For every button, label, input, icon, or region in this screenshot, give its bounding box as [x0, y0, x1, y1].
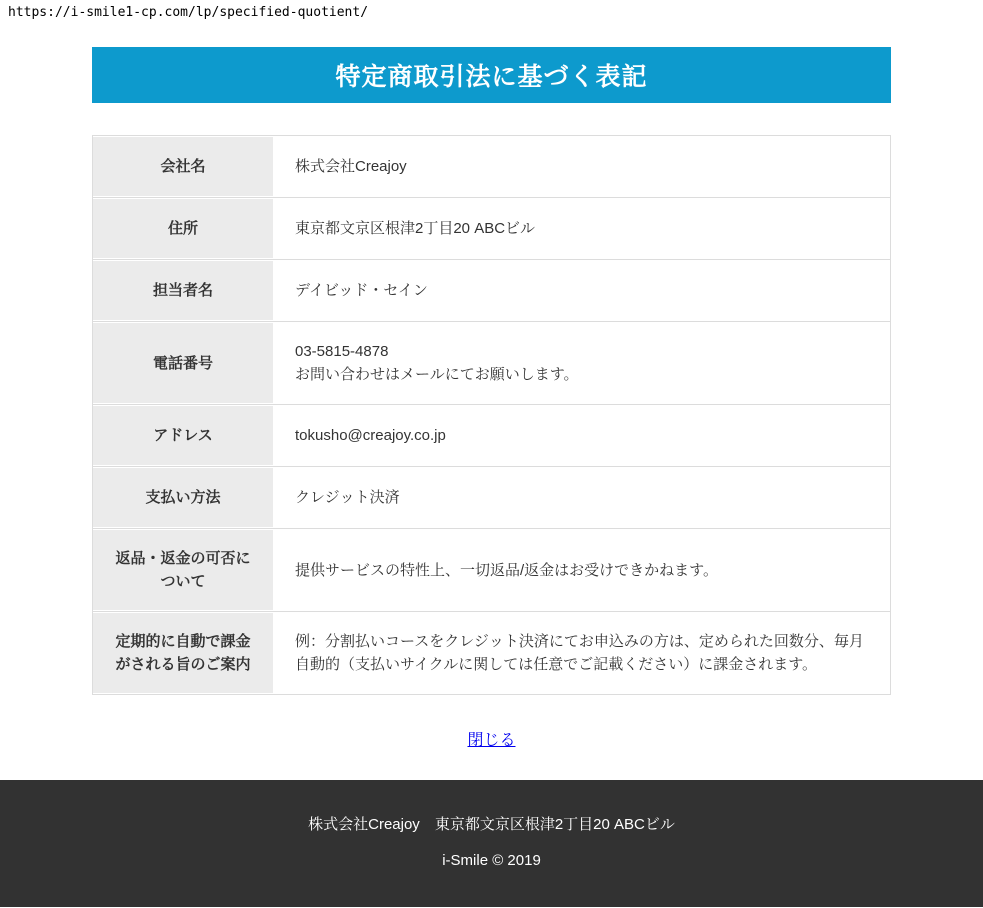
row-value: デイビッド・セイン — [295, 282, 428, 299]
row-value: 03-5815-4878 お問い合わせはメールにてお願いします。 — [295, 343, 579, 383]
table-row — [93, 136, 890, 198]
row-label: 会社名 — [93, 136, 273, 197]
row-label: 電話番号 — [93, 322, 273, 404]
row-value: 例：分割払いコースをクレジット決済にてお申込みの方は、定められた回数分、毎月自動的（支払いサイクルに関しては任意でご記載ください）に課金されます。 — [295, 633, 864, 673]
row-label: アドレス — [93, 405, 273, 466]
row-value: tokusho@creajoy.co.jp — [295, 427, 446, 444]
row-value: クレジット決済 — [295, 489, 400, 506]
table-row — [93, 405, 890, 467]
disclosure-table — [92, 135, 891, 695]
row-label: 住所 — [93, 198, 273, 259]
close-link[interactable]: 閉じる — [467, 732, 516, 749]
content-container — [92, 47, 891, 750]
table-row — [93, 260, 890, 322]
address-bar — [0, 0, 983, 21]
table-row — [93, 612, 890, 694]
close-link-wrap — [92, 727, 891, 750]
table-row — [93, 529, 890, 612]
table-row — [93, 322, 890, 405]
page-title-banner — [92, 47, 891, 103]
row-label: 定期的に自動で課金 がされる旨のご案内 — [93, 612, 273, 694]
page-url: https://i-smile1-cp.com/lp/specified-quotient/ — [8, 5, 369, 20]
row-label: 返品・返金の可否に ついて — [93, 529, 273, 611]
row-value: 提供サービスの特性上、一切返品/返金はお受けできかねます。 — [295, 561, 718, 579]
row-label: 担当者名 — [93, 260, 273, 321]
page-title: 特定商取引法に基づく表記 — [335, 63, 648, 91]
row-value: 株式会社Creajoy — [295, 158, 407, 175]
footer — [0, 780, 983, 907]
table-row — [93, 467, 890, 529]
row-value: 東京都文京区根津2丁目20 ABCビル — [295, 220, 536, 237]
footer-copyright: i-Smile © 2019 — [442, 852, 541, 869]
footer-company-address: 株式会社Creajoy 東京都文京区根津2丁目20 ABCビル — [308, 816, 675, 833]
table-row — [93, 198, 890, 260]
row-label: 支払い方法 — [93, 467, 273, 528]
